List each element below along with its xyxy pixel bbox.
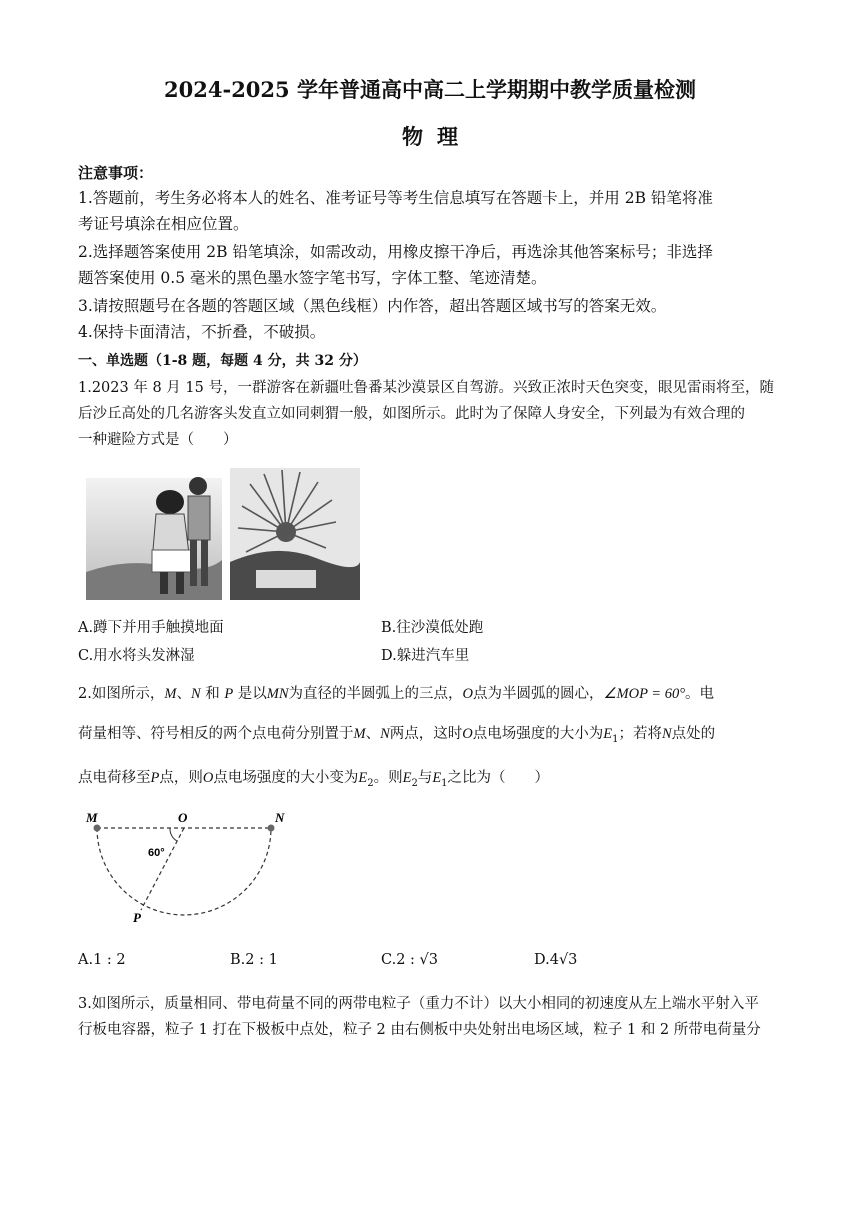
label-m: M — [86, 810, 98, 825]
label-n: N — [275, 810, 285, 825]
question-1-text: 后沙丘高处的几名游客头发直立如同刺猬一般，如图所示。此时为了保障人身安全，下列最为有效合理的 — [78, 406, 745, 422]
question-2-line-1: 2.如图所示，M、N 和 P 是以MN为直径的半圆弧上的三点，O点为半圆弧的圆心，∠MOP = 60°。电 — [78, 686, 715, 702]
question-1-option-b: B.往沙漠低处跑 — [381, 620, 484, 636]
question-2-line-2: 荷量相等、符号相反的两个点电荷分别置于M、N两点，这时O点电场强度的大小为$E_1$；若将N点处的 — [78, 726, 716, 745]
point-n — [268, 825, 275, 832]
question-1-photo — [86, 462, 360, 600]
label-o: O — [178, 810, 188, 825]
question-2-option-b: B.2 : 1 — [230, 952, 278, 968]
question-3-text: 行板电容器，粒子 1 打在下极板中点处，粒子 2 由右侧板中央处射出电场区域，粒子 1 和 2 所带电荷量分 — [78, 1022, 761, 1038]
label-angle: 60° — [148, 847, 165, 859]
question-2-diagram — [78, 808, 308, 930]
notice-line: 4.保持卡面清洁，不折叠，不破损。 — [78, 323, 326, 341]
question-1-option-c: C.用水将头发淋湿 — [78, 648, 195, 664]
label-p: P — [133, 910, 141, 925]
question-1-text: 1.2023 年 8 月 15 号，一群游客在新疆吐鲁番某沙漠景区自驾游。兴致正浓时天色突变，眼见雷雨将至，随 — [78, 380, 774, 396]
notice-line: 3.请按照题号在各题的答题区域（黑色线框）内作答，超出答题区域书写的答案无效。 — [78, 297, 667, 315]
question-1-option-d: D.躲进汽车里 — [381, 648, 470, 664]
subject-title: 物理 — [402, 124, 472, 149]
question-2-option-c: C.2 : √3 — [381, 952, 438, 968]
exam-title: 2024-2025 学年普通高中高二上学期期中教学质量检测 — [164, 77, 696, 102]
section-heading: 一、单选题（1-8 题，每题 4 分，共 32 分） — [78, 353, 367, 369]
notice-line: 2.选择题答案使用 2B 铅笔填涂，如需改动，用橡皮擦干净后，再选涂其他答案标号；非选择 — [78, 243, 713, 261]
notice-line: 1.答题前，考生务必将本人的姓名、准考证号等考生信息填写在答题卡上，并用 2B 铅笔将准 — [78, 189, 713, 207]
question-2-option-a: A.1 : 2 — [78, 952, 126, 968]
question-2-option-d: D.4√3 — [534, 952, 578, 968]
question-2-line-3: 点电荷移至P点，则O点电场强度的大小变为$E_2$。则$E_2$与$E_1$之比为（ ） — [78, 770, 550, 789]
question-3-text: 3.如图所示，质量相同、带电荷量不同的两带电粒子（重力不计）以大小相同的初速度从左上端水平射入平 — [78, 996, 759, 1012]
notice-heading: 注意事项： — [78, 164, 154, 182]
point-m — [94, 825, 101, 832]
notice-line: 题答案使用 0.5 毫米的黑色墨水签字笔书写，字体工整、笔迹清楚。 — [78, 269, 547, 287]
question-1-option-a: A.蹲下并用手触摸地面 — [78, 620, 224, 636]
notice-line: 考证号填涂在相应位置。 — [78, 215, 249, 233]
question-1-text: 一种避险方式是（ ） — [78, 432, 238, 448]
